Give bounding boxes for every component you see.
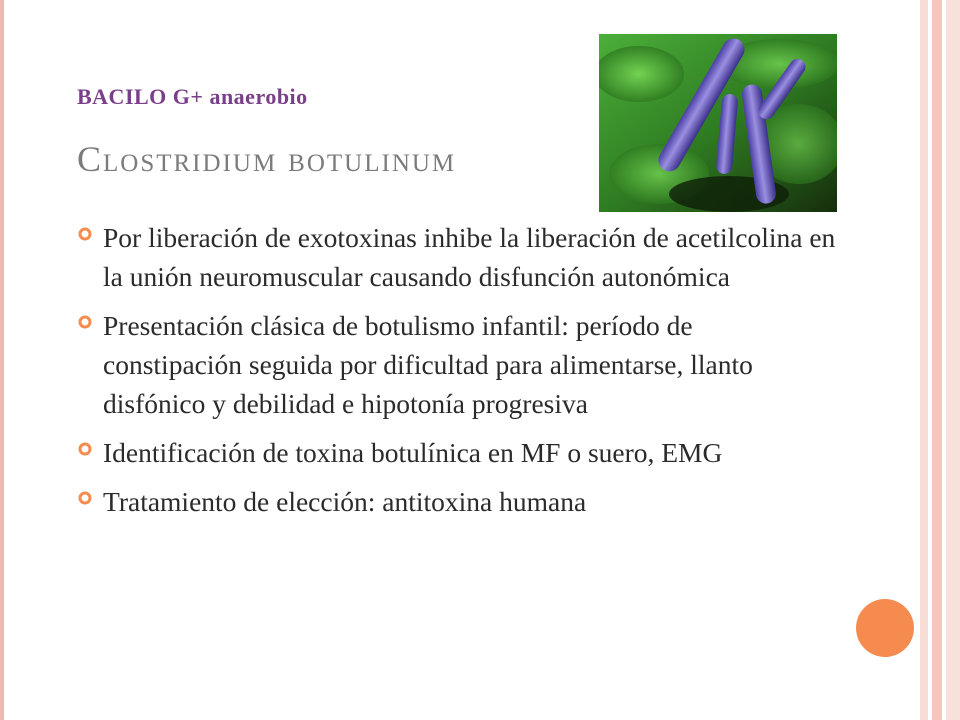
bullet-text: Presentación clásica de botulismo infantil: período de constipación seguida por dificultad para alimentarse, llanto disfónico y debilidad e hipotonía progresiva xyxy=(103,310,753,419)
bullet-text: Tratamiento de elección: antitoxina humana xyxy=(103,486,587,517)
slide-subtitle: BACILO G+ anaerobio xyxy=(77,84,308,109)
ring-bullet-icon xyxy=(78,442,92,456)
ring-bullet-icon xyxy=(78,491,92,505)
bullet-list xyxy=(78,218,838,531)
left-border xyxy=(0,0,4,720)
list-item xyxy=(78,433,838,472)
list-item xyxy=(78,482,838,521)
ring-bullet-icon xyxy=(78,315,92,329)
bacteria-micrograph-graphic xyxy=(599,34,837,212)
list-item xyxy=(78,306,838,423)
bullet-text: Por liberación de exotoxinas inhibe la liberación de acetilcolina en la unión neuromuscular causando disfunción autonómica xyxy=(103,222,836,292)
list-item xyxy=(78,218,838,296)
bacteria-micrograph-image xyxy=(599,34,837,212)
slide-title: Clostridium botulinum xyxy=(77,139,457,179)
ring-bullet-icon xyxy=(78,227,92,241)
bullet-text: Identificación de toxina botulínica en MF o suero, EMG xyxy=(103,437,723,468)
decorative-orange-circle xyxy=(856,599,914,657)
right-decorative-stripes xyxy=(920,0,960,720)
